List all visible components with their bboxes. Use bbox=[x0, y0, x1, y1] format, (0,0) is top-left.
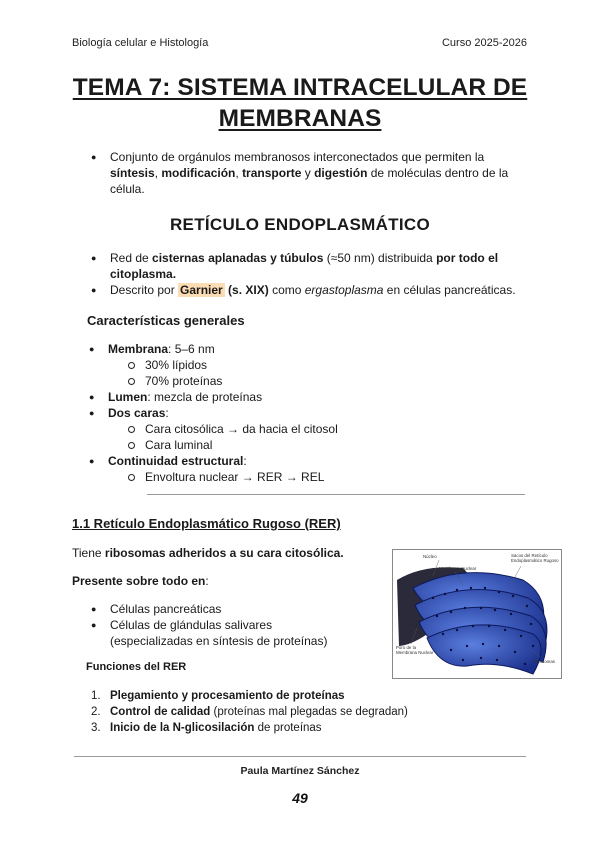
intro-line3: célula. bbox=[110, 182, 145, 196]
heading-funciones-rer: Funciones del RER bbox=[86, 661, 187, 673]
section-heading-re: RETÍCULO ENDOPLASMÁTICO bbox=[169, 215, 430, 234]
bullet-dot-icon: ● bbox=[91, 152, 97, 162]
intro-bold-modificacion: modificación bbox=[161, 166, 236, 180]
cisterna-4 bbox=[427, 625, 541, 674]
page-title-line2: MEMBRANAS bbox=[218, 105, 382, 132]
funcion-2 bbox=[91, 704, 408, 720]
text: Poro de la bbox=[396, 645, 417, 650]
italic: ergastoplasma bbox=[304, 283, 384, 297]
text: Cara citosólica → da hacia el citosol bbox=[145, 422, 338, 436]
text: en células pancreáticas. bbox=[383, 283, 516, 297]
bullet-dos-caras bbox=[89, 405, 169, 421]
bold: Plegamiento y procesamiento de proteínas bbox=[110, 690, 345, 702]
sub-envoltura bbox=[145, 469, 324, 485]
header-academic-year: Curso 2025-2026 bbox=[441, 37, 527, 49]
bold: (s. XIX) bbox=[224, 283, 269, 297]
text: : bbox=[165, 406, 169, 420]
highlight-garnier: Garnier bbox=[180, 283, 223, 297]
page-title-line1: TEMA 7: SISTEMA INTRACELULAR DE bbox=[72, 74, 528, 101]
bold: ribosomas adheridos a su cara citosólica. bbox=[104, 546, 344, 560]
text: Envoltura nuclear → RER → REL bbox=[145, 470, 325, 484]
text: Descrito por bbox=[110, 283, 179, 297]
sep: , bbox=[154, 166, 162, 180]
text: Células pancreáticas bbox=[110, 602, 222, 616]
intro-bullet bbox=[91, 149, 530, 197]
text: (≈50 nm) distribuida bbox=[323, 251, 437, 265]
intro-bold-sintesis: síntesis bbox=[110, 166, 155, 180]
bold: Lumen bbox=[108, 390, 148, 404]
bold: Dos caras bbox=[108, 406, 166, 420]
re-bullet-red-line2 bbox=[110, 266, 530, 282]
bullet-dot-icon: ● bbox=[89, 456, 95, 466]
bullet-dot-icon: ● bbox=[89, 408, 95, 418]
circle-bullet-icon bbox=[128, 362, 135, 369]
re-bullet-red bbox=[91, 250, 530, 282]
header-course-subject: Biología celular e Histología bbox=[72, 37, 209, 49]
text: Cara luminal bbox=[145, 438, 213, 452]
sep: , bbox=[235, 166, 243, 180]
label-membrana-nuclear: Membrana Nuclear bbox=[439, 566, 477, 571]
bullet-dot-icon: ● bbox=[91, 604, 97, 614]
bold: Control de calidad bbox=[110, 706, 211, 718]
label-poro bbox=[396, 645, 433, 655]
sep: y bbox=[301, 166, 315, 180]
bold: Presente sobre todo en bbox=[72, 574, 206, 588]
text: (proteínas mal plegadas se degradan) bbox=[210, 706, 408, 718]
bold: Inicio de la N-glicosilación bbox=[110, 722, 255, 734]
heading-caracteristicas: Características generales bbox=[87, 313, 245, 328]
rer-illustration bbox=[392, 549, 562, 679]
circle-bullet-icon bbox=[128, 442, 135, 449]
bullet-dot-icon: ● bbox=[91, 253, 97, 263]
label-ribosomas: Ribosomas bbox=[533, 659, 555, 664]
text: Endoplasmático Rugoso bbox=[511, 558, 559, 563]
text: : 5–6 nm bbox=[168, 342, 215, 356]
intro-text: de moléculas dentro de la bbox=[367, 166, 509, 180]
page-title bbox=[60, 72, 540, 134]
heading-rer: 1.1 Retículo Endoplasmático Rugoso (RER) bbox=[72, 516, 341, 531]
text: : bbox=[205, 574, 209, 588]
bullet-dot-icon: ● bbox=[89, 392, 95, 402]
footer-author: Paula Martínez Sánchez bbox=[240, 765, 360, 777]
list-number: 1. bbox=[91, 690, 101, 702]
text: Tiene bbox=[72, 546, 105, 560]
funcion-3 bbox=[91, 720, 322, 736]
circle-bullet-icon bbox=[128, 378, 135, 385]
sub-lipidos bbox=[145, 357, 207, 373]
bold: Membrana bbox=[108, 342, 169, 356]
sub-cara-luminal bbox=[145, 437, 212, 453]
circle-bullet-icon bbox=[128, 426, 135, 433]
funcion-1 bbox=[91, 688, 345, 704]
bullet-celulas-salivares bbox=[91, 617, 370, 649]
intro-line1: Conjunto de orgánulos membranosos interconectados que permiten la bbox=[110, 150, 485, 164]
text: de proteínas bbox=[254, 722, 322, 734]
list-number: 3. bbox=[91, 722, 101, 734]
text: 30% lípidos bbox=[145, 358, 208, 372]
text: 70% proteínas bbox=[145, 374, 223, 388]
bold: citoplasma. bbox=[110, 267, 177, 281]
list-number: 2. bbox=[91, 706, 101, 718]
footer-divider bbox=[74, 756, 526, 757]
bullet-celulas-pancreaticas bbox=[91, 601, 222, 617]
bullet-lumen bbox=[89, 389, 263, 405]
label-nucleo: Núcleo bbox=[423, 554, 437, 559]
text: : bbox=[243, 454, 247, 468]
text: Red de bbox=[110, 251, 153, 265]
page-number: 49 bbox=[292, 790, 308, 806]
text: como bbox=[268, 283, 305, 297]
re-bullet-garnier bbox=[91, 282, 530, 298]
text: Células de glándulas salivares bbox=[110, 618, 273, 632]
text: : mezcla de proteínas bbox=[147, 390, 263, 404]
bullet-dot-icon: ● bbox=[91, 620, 97, 630]
rer-tiene bbox=[72, 545, 344, 561]
intro-line2 bbox=[110, 165, 530, 181]
sub-proteinas bbox=[145, 373, 222, 389]
bold: por todo el bbox=[436, 251, 499, 265]
divider bbox=[147, 494, 525, 495]
bold: Continuidad estructural bbox=[108, 454, 244, 468]
label-sacos bbox=[511, 553, 559, 563]
bullet-membrana bbox=[89, 341, 215, 357]
sub-cara-citosolica bbox=[145, 421, 338, 437]
re-bullet-red-line1 bbox=[110, 250, 530, 266]
bullet-dot-icon: ● bbox=[91, 285, 97, 295]
bullet-dot-icon: ● bbox=[89, 344, 95, 354]
circle-bullet-icon bbox=[128, 474, 135, 481]
bullet-continuidad bbox=[89, 453, 247, 469]
re-bullet-garnier-line bbox=[110, 282, 530, 298]
intro-bold-digestion: digestión bbox=[314, 166, 368, 180]
text: (especializadas en síntesis de proteínas) bbox=[110, 634, 328, 648]
intro-bold-transporte: transporte bbox=[242, 166, 302, 180]
text: Sacos del Retículo bbox=[511, 553, 548, 558]
text: Membrana Nuclear bbox=[396, 650, 434, 655]
rer-presente bbox=[72, 573, 209, 589]
bold: cisternas aplanadas y túbulos bbox=[152, 251, 324, 265]
